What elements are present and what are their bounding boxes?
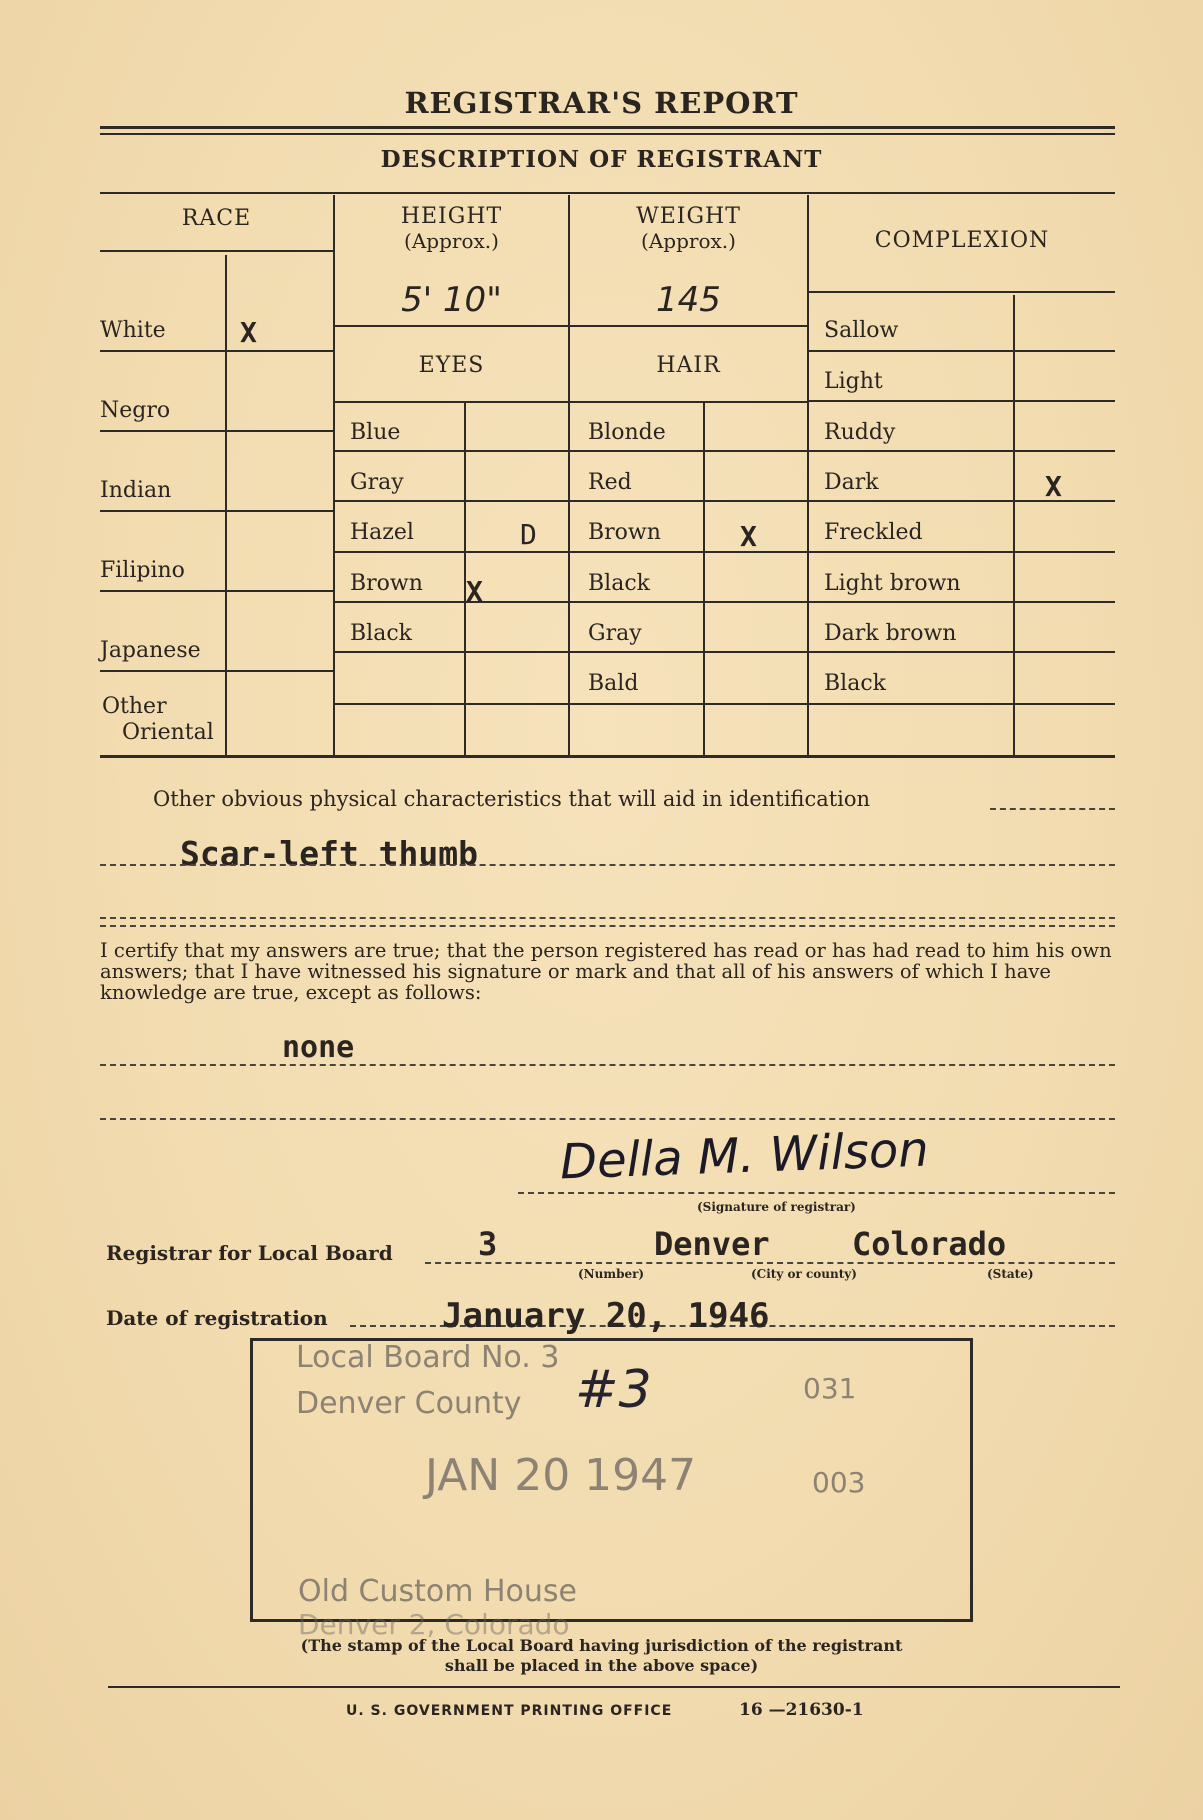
characteristics-line-3 — [100, 925, 1115, 927]
eyes-row-rule — [335, 551, 568, 553]
hair-header: HAIR — [656, 353, 721, 378]
exceptions-line-1 — [100, 1064, 1115, 1066]
race-white-mark: X — [240, 316, 257, 349]
report-title: REGISTRAR'S REPORT — [404, 86, 799, 120]
eyes-row-rule — [335, 500, 568, 502]
other-characteristics-leader — [990, 808, 1115, 810]
col-divider-complexion-mark — [1013, 295, 1015, 755]
hair-row-rule — [570, 601, 807, 603]
table-bottom-rule — [100, 755, 1115, 758]
eyes-row-rule — [335, 450, 568, 452]
race-row-rule — [100, 670, 333, 672]
hair-label-brown: Brown — [588, 520, 661, 545]
hair-label-blonde: Blonde — [588, 420, 666, 445]
eyes-label-hazel: Hazel — [350, 520, 414, 545]
race-row-rule — [100, 510, 333, 512]
race-row-rule — [100, 590, 333, 592]
race-label-white: White — [100, 318, 166, 343]
eyes-hazel-mark: D — [520, 518, 537, 551]
hair-row-rule — [570, 500, 807, 502]
col-divider-race-mark — [225, 255, 227, 755]
characteristics-line-1 — [100, 864, 1115, 866]
race-row-rule — [100, 350, 333, 352]
date-value: January 20, 1946 — [442, 1296, 770, 1336]
hair-row-rule — [570, 551, 807, 553]
board-state: Colorado — [852, 1225, 1007, 1263]
hair-label-gray: Gray — [588, 621, 642, 646]
title-rule-top — [100, 126, 1115, 129]
other-characteristics-label: Other obvious physical characteristics that will aid in identification — [153, 787, 871, 811]
caption-city: (City or county) — [751, 1267, 857, 1281]
hair-label-red: Red — [588, 470, 632, 495]
hair-label-black: Black — [588, 571, 650, 596]
characteristics-line-2 — [100, 917, 1115, 919]
height-value-rule — [335, 325, 568, 327]
complexion-row-rule — [809, 450, 1115, 452]
complexion-dark-mark: X — [1045, 470, 1062, 503]
registrar-signature: Della M. Wilson — [559, 1121, 930, 1191]
race-row-rule — [100, 430, 333, 432]
complexion-header-rule — [809, 291, 1115, 293]
complexion-row-rule — [809, 703, 1115, 705]
complexion-label-dark: Dark — [824, 470, 879, 495]
race-label-other: Other — [102, 694, 167, 719]
complexion-label-light-brown: Light brown — [824, 571, 961, 596]
col-divider-height — [568, 195, 570, 755]
complexion-label-black: Black — [824, 671, 886, 696]
eyes-label-black: Black — [350, 621, 412, 646]
board-leader — [425, 1262, 1115, 1264]
board-label: Registrar for Local Board — [106, 1241, 393, 1265]
complexion-label-light: Light — [824, 369, 883, 394]
complexion-label-dark-brown: Dark brown — [824, 621, 957, 646]
other-characteristics-value: Scar-left thumb — [180, 834, 479, 873]
board-number: 3 — [478, 1225, 498, 1263]
race-label-oriental: Oriental — [122, 720, 214, 745]
race-label-indian: Indian — [100, 478, 172, 503]
board-city: Denver — [654, 1225, 770, 1263]
hair-row-rule — [570, 651, 807, 653]
complexion-label-freckled: Freckled — [824, 520, 923, 545]
race-label-filipino: Filipino — [100, 558, 185, 583]
exceptions-value: none — [282, 1030, 355, 1065]
stamp-code-1: 031 — [803, 1372, 857, 1405]
col-divider-race — [333, 195, 335, 755]
hair-header-rule — [570, 401, 807, 403]
weight-value: 145 — [656, 280, 721, 320]
stamp-caption-1: (The stamp of the Local Board having jurisdiction of the registrant — [300, 1636, 903, 1655]
eyes-label-blue: Blue — [350, 420, 401, 445]
height-value: 5' 10" — [401, 280, 502, 320]
exceptions-line-2 — [100, 1118, 1115, 1120]
certify-text: I certify that my answers are true; that the person registered has read or has had read to him his own answers; that I have witnessed his signature or mark and that all of his answers of which I have knowledge are true, except as follows: — [100, 939, 1112, 1004]
hair-row-rule — [570, 450, 807, 452]
weight-header — [570, 204, 807, 253]
title-rule-bottom — [100, 133, 1115, 135]
race-header: RACE — [181, 206, 252, 231]
footer-printer: U. S. GOVERNMENT PRINTING OFFICE — [346, 1703, 673, 1719]
complexion-row-rule — [809, 651, 1115, 653]
stamp-handwritten-number: #3 — [575, 1360, 652, 1420]
signature-line — [518, 1192, 1115, 1194]
complexion-row-rule — [809, 601, 1115, 603]
height-header-label: HEIGHT — [400, 204, 503, 229]
hair-brown-mark: X — [740, 520, 757, 553]
caption-state: (State) — [987, 1267, 1034, 1281]
complexion-row-rule — [809, 551, 1115, 553]
stamp-code-2: 003 — [812, 1466, 866, 1499]
weight-header-label: WEIGHT — [636, 204, 741, 229]
height-header — [335, 204, 568, 253]
stamp-line-3: Old Custom House — [298, 1574, 578, 1609]
table-top-rule — [100, 192, 1115, 194]
race-header-rule — [100, 250, 333, 252]
complexion-header: COMPLEXION — [874, 228, 1050, 253]
complexion-label-ruddy: Ruddy — [824, 420, 896, 445]
hair-label-bald: Bald — [588, 671, 639, 696]
complexion-row-rule — [809, 400, 1115, 402]
eyes-label-gray: Gray — [350, 470, 404, 495]
eyes-label-brown: Brown — [350, 571, 423, 596]
race-label-negro: Negro — [100, 398, 171, 423]
hair-row-rule — [570, 703, 807, 705]
signature-caption: (Signature of registrar) — [697, 1200, 856, 1214]
caption-number: (Number) — [578, 1267, 645, 1281]
race-label-japanese: Japanese — [100, 638, 201, 663]
complexion-row-rule — [809, 500, 1115, 502]
col-divider-weight — [807, 195, 809, 755]
footer-code: 16 —21630-1 — [739, 1700, 864, 1720]
weight-header-sub: (Approx.) — [641, 229, 736, 253]
date-label: Date of registration — [106, 1306, 328, 1330]
eyes-header-rule — [335, 401, 568, 403]
complexion-label-sallow: Sallow — [824, 318, 899, 343]
stamp-line-2: Denver County — [296, 1386, 522, 1421]
eyes-header: EYES — [418, 353, 485, 378]
height-header-sub: (Approx.) — [404, 229, 499, 253]
eyes-row-rule — [335, 651, 568, 653]
eyes-row-rule — [335, 703, 568, 705]
stamp-caption-2: shall be placed in the above space) — [444, 1656, 759, 1675]
report-subtitle: DESCRIPTION OF REGISTRANT — [380, 146, 823, 173]
stamp-line-1: Local Board No. 3 — [296, 1340, 560, 1375]
complexion-row-rule — [809, 350, 1115, 352]
eyes-brown-mark: X — [466, 575, 483, 608]
eyes-row-rule — [335, 601, 568, 603]
stamp-date: JAN 20 1947 — [425, 1450, 697, 1501]
stamp-line-4: Denver 2, Colorado — [298, 1608, 570, 1641]
weight-value-rule — [570, 325, 807, 327]
footer-rule — [108, 1686, 1120, 1688]
